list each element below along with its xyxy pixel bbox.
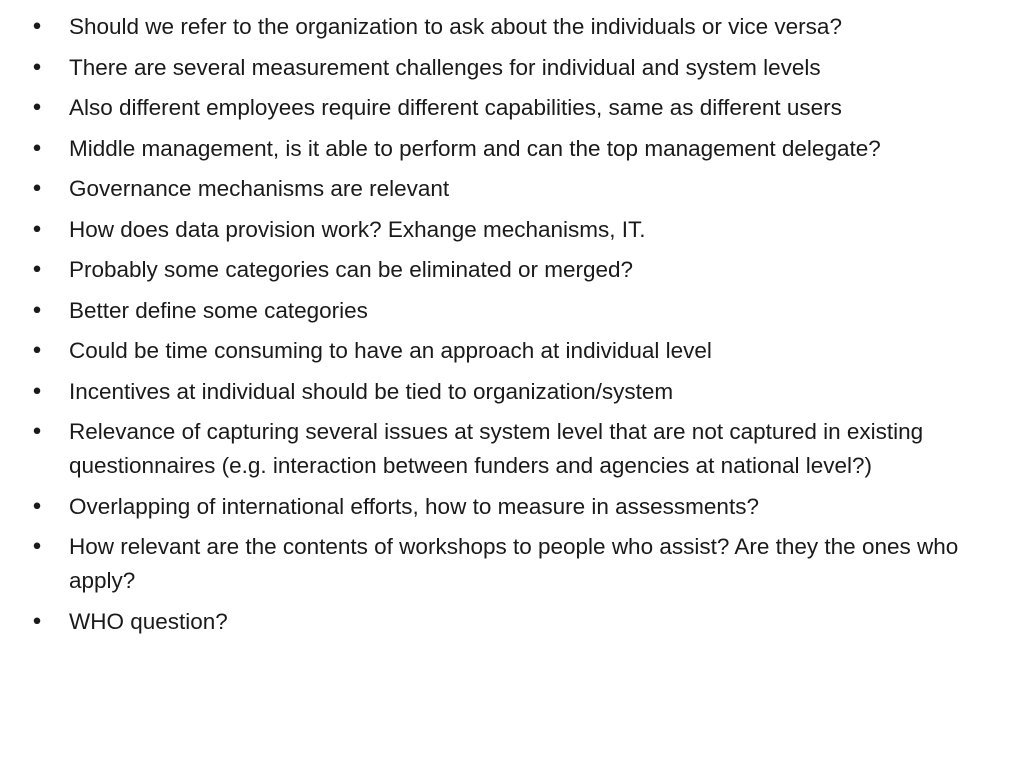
bullet-text: How does data provision work? Exhange mechanisms, IT.: [69, 216, 646, 242]
bullet-text: Better define some categories: [69, 297, 368, 323]
bullet-icon: •: [30, 297, 44, 324]
list-item: [0, 91, 1000, 125]
bullet-text: Probably some categories can be eliminated or merged?: [69, 257, 634, 282]
bullet-icon: •: [30, 135, 44, 162]
list-item: [0, 334, 1000, 368]
bullet-text: WHO question?: [69, 608, 228, 634]
list-item: [0, 375, 1000, 409]
bullet-text: Should we refer to the organization to ask about the individuals or vice versa?: [69, 14, 842, 39]
bullet-text: How relevant are the contents of workshops to people who assist? Are they the ones who apply?: [69, 534, 959, 593]
bullet-text: Could be time consuming to have an approach at individual level: [69, 338, 712, 363]
bullet-icon: •: [30, 378, 44, 405]
bullet-icon: •: [30, 257, 44, 283]
bullet-icon: •: [30, 338, 44, 364]
bullet-text: Governance mechanisms are relevant: [69, 176, 450, 201]
bullet-icon: •: [30, 95, 44, 121]
bullet-list: [0, 10, 1000, 645]
bullet-icon: •: [30, 176, 44, 202]
bullet-icon: •: [30, 608, 44, 635]
list-item: [0, 51, 1000, 85]
bullet-icon: •: [30, 14, 44, 40]
bullet-icon: •: [30, 216, 44, 243]
list-item: [0, 415, 1000, 483]
bullet-text: Overlapping of international efforts, how to measure in assessments?: [69, 493, 759, 519]
bullet-text: Also different employees require different capabilities, same as different users: [69, 95, 842, 120]
bullet-text: Middle management, is it able to perform and can the top management delegate?: [69, 135, 881, 161]
bullet-text: There are several measurement challenges for individual and system levels: [69, 54, 821, 80]
list-item: [0, 253, 1000, 287]
list-item: [0, 490, 1000, 524]
list-item: [0, 213, 1000, 247]
list-item: [0, 10, 1000, 44]
bullet-text: Incentives at individual should be tied to organization/system: [69, 378, 674, 404]
list-item: [0, 530, 1000, 598]
bullet-icon: •: [30, 493, 44, 520]
list-item: [0, 294, 1000, 328]
bullet-text: Relevance of capturing several issues at system level that are not captured in existing questionnaires (e.g. interaction between funders and agencies at national level?): [69, 419, 924, 478]
list-item: [0, 132, 1000, 166]
bullet-icon: •: [30, 419, 44, 445]
bullet-icon: •: [30, 54, 44, 81]
list-item: [0, 605, 1000, 639]
list-item: [0, 172, 1000, 206]
bullet-icon: •: [30, 534, 44, 560]
